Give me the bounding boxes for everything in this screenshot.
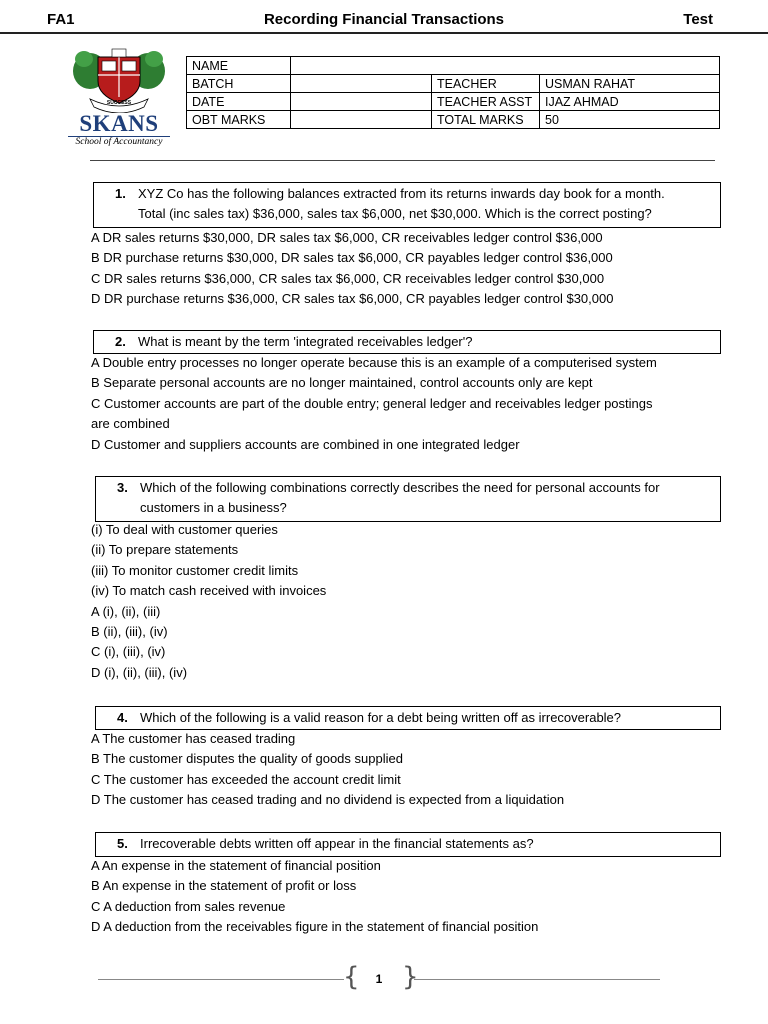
batch-label: BATCH <box>187 75 291 93</box>
question-text-line: Which of the following is a valid reason for a debt being written off as irrecoverable? <box>140 710 622 725</box>
footer-line-right <box>414 979 660 980</box>
option-c: C (i), (iii), (iv) <box>91 644 166 660</box>
question-4-options <box>91 729 721 811</box>
question-text-line: XYZ Co has the following balances extracted from its returns inwards day book for a month. <box>138 186 665 201</box>
question-2-box <box>93 330 721 354</box>
question-number: 2. <box>115 334 126 349</box>
option-c-continued: are combined <box>91 416 170 432</box>
option-d: D Customer and suppliers accounts are combined in one integrated ledger <box>91 436 520 452</box>
option-d: D DR purchase returns $36,000, CR sales tax $6,000, CR payables ledger control $30,000 <box>91 291 614 307</box>
statement-iv: (iv) To match cash received with invoices <box>91 583 327 599</box>
question-number: 1. <box>115 186 126 201</box>
left-brace-icon: { <box>343 962 360 992</box>
option-d: D (i), (ii), (iii), (iv) <box>91 664 188 680</box>
table-row <box>187 93 720 111</box>
date-field[interactable] <box>291 93 432 111</box>
page-number: 1 <box>375 972 383 986</box>
option-b: B An expense in the statement of profit or loss <box>91 878 357 894</box>
table-row <box>187 75 720 93</box>
right-brace-icon: } <box>402 962 419 992</box>
option-b: B The customer disputes the quality of goods supplied <box>91 751 403 767</box>
option-d: D A deduction from the receivables figure in the statement of financial position <box>91 919 539 935</box>
option-b: B DR purchase returns $30,000, DR sales tax $6,000, CR payables ledger control $36,000 <box>91 250 613 266</box>
name-field[interactable] <box>291 57 720 75</box>
option-b: B Separate personal accounts are no longer maintained, control accounts only are kept <box>91 375 593 391</box>
question-4-box <box>95 706 721 730</box>
document-title: Recording Financial Transactions <box>263 11 505 28</box>
question-text-line: What is meant by the term 'integrated receivables ledger'? <box>138 334 473 349</box>
school-logo <box>64 47 174 147</box>
page-header <box>0 10 768 34</box>
teacher-asst-label: TEACHER ASST <box>432 93 540 111</box>
question-text-line: customers in a business? <box>140 500 287 515</box>
question-5-options <box>91 856 721 938</box>
option-d: D The customer has ceased trading and no dividend is expected from a liquidation <box>91 792 565 808</box>
option-a: A DR sales returns $30,000, DR sales tax $6,000, CR receivables ledger control $36,000 <box>91 230 603 245</box>
question-1-box <box>93 182 721 228</box>
batch-field[interactable] <box>291 75 432 93</box>
document-type: Test <box>683 11 713 28</box>
option-c: C Customer accounts are part of the double entry; general ledger and receivables ledger postings <box>91 395 653 411</box>
statement-ii: (ii) To prepare statements <box>91 542 239 558</box>
question-1-options <box>91 228 721 310</box>
logo-title: SKANS <box>79 111 159 136</box>
question-text-line: Which of the following combinations correctly describes the need for personal accounts for <box>140 480 660 495</box>
question-number: 3. <box>117 480 128 495</box>
logo-ribbon-text: SUCCESS <box>106 100 132 106</box>
course-code: FA1 <box>47 11 75 28</box>
total-marks-label: TOTAL MARKS <box>432 111 540 129</box>
table-row <box>187 57 720 75</box>
question-number: 4. <box>117 710 128 725</box>
date-label: DATE <box>187 93 291 111</box>
teacher-label: TEACHER <box>432 75 540 93</box>
logo-subtitle: School of Accountancy <box>68 136 170 147</box>
teacher-asst-value: IJAZ AHMAD <box>540 93 720 111</box>
option-a: A An expense in the statement of financial position <box>91 858 381 873</box>
question-number: 5. <box>117 836 128 851</box>
statement-i: (i) To deal with customer queries <box>91 522 278 537</box>
teacher-value: USMAN RAHAT <box>540 75 720 93</box>
question-3-options <box>91 520 721 683</box>
question-5-box <box>95 832 721 857</box>
question-2-options <box>91 353 721 455</box>
option-c: C A deduction from sales revenue <box>91 898 286 914</box>
divider <box>90 160 715 161</box>
statement-iii: (iii) To monitor customer credit limits <box>91 562 299 578</box>
question-text-line: Irrecoverable debts written off appear in the financial statements as? <box>140 836 534 851</box>
obt-marks-label: OBT MARKS <box>187 111 291 129</box>
option-a: A Double entry processes no longer operate because this is an example of a computerised system <box>91 355 657 370</box>
name-label: NAME <box>187 57 291 75</box>
option-c: C DR sales returns $36,000, CR sales tax $6,000, CR receivables ledger control $30,000 <box>91 270 605 286</box>
total-marks-value: 50 <box>540 111 720 129</box>
table-row <box>187 111 720 129</box>
student-info-table <box>186 56 720 129</box>
option-a: A The customer has ceased trading <box>91 731 296 746</box>
option-a: A (i), (ii), (iii) <box>91 603 161 619</box>
option-b: B (ii), (iii), (iv) <box>91 624 168 640</box>
option-c: C The customer has exceeded the account credit limit <box>91 771 401 787</box>
question-text-line: Total (inc sales tax) $36,000, sales tax $6,000, net $30,000. Which is the correct posting? <box>138 206 652 221</box>
obt-marks-field[interactable] <box>291 111 432 129</box>
footer-line-left <box>98 979 344 980</box>
question-3-box <box>95 476 721 522</box>
